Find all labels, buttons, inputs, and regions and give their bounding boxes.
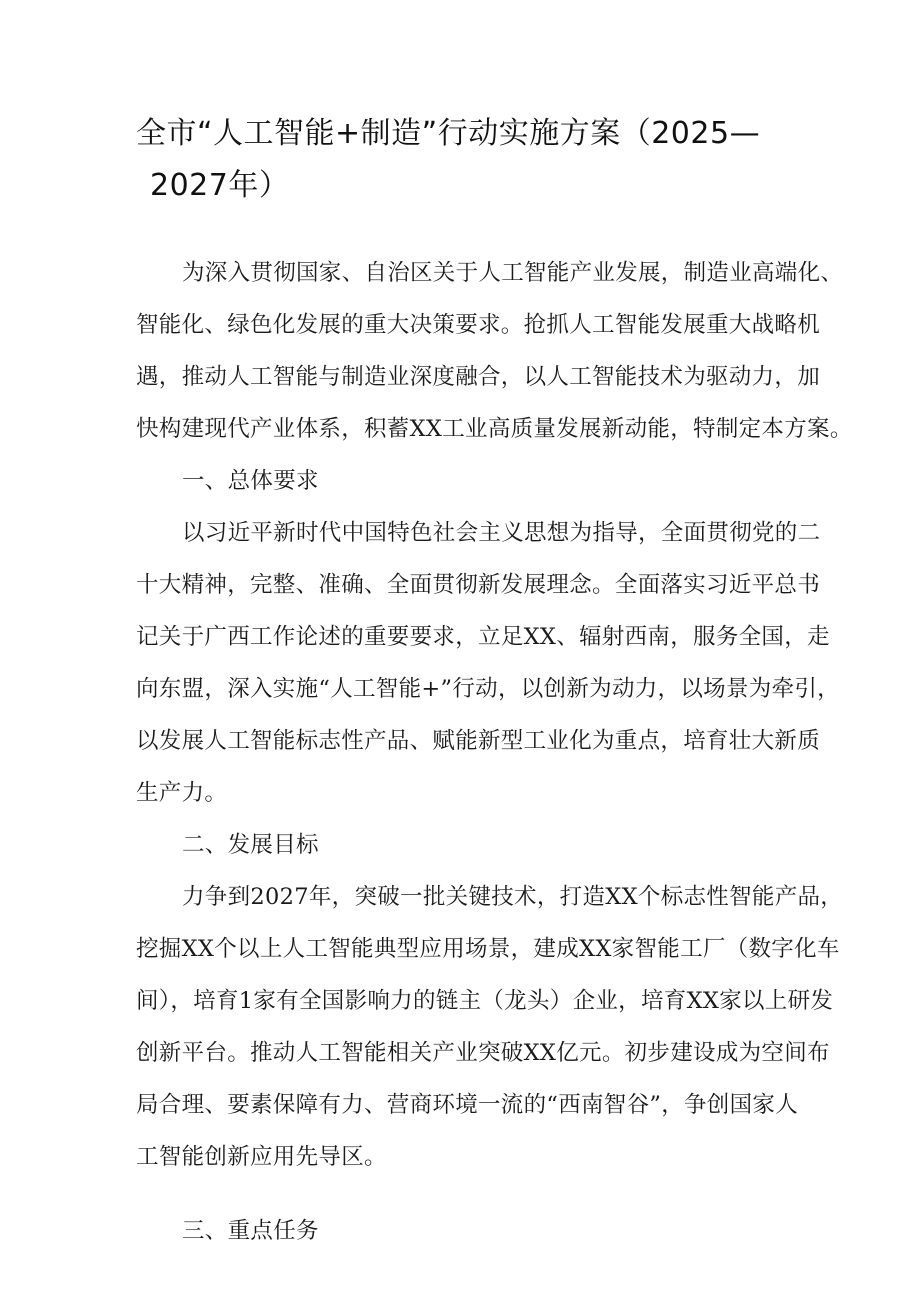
document-title (136, 108, 796, 212)
paragraph-line: 十大精神，完整、准确、全面贯彻新发展理念。全面落实习近平总书 (136, 572, 821, 598)
paragraph-line: 记关于广西工作论述的重要要求，立足XX、辐射西南，服务全国，走 (136, 624, 830, 650)
paragraph-line: 创新平台。推动人工智能相关产业突破XX亿元。初步建设成为空间布 (136, 1040, 830, 1066)
paragraph-line: 间），培育1家有全国影响力的链主（龙头）企业，培育XX家以上研发 (136, 988, 834, 1014)
paragraph-line: 向东盟，深入实施“人工智能+”行动，以创新为动力，以场景为牵引， (136, 676, 840, 702)
paragraph-line: 工智能创新应用先导区。 (136, 1144, 387, 1170)
paragraph-line: 生产力。 (136, 780, 228, 806)
section-heading-development-goals: 二、发展目标 (182, 832, 319, 858)
section-heading-key-tasks: 三、重点任务 (182, 1218, 319, 1244)
intro-line: 为深入贯彻国家、自治区关于人工智能产业发展，制造业高端化、 (182, 260, 844, 286)
intro-line: 遇，推动人工智能与制造业深度融合，以人工智能技术为驱动力，加 (136, 364, 821, 390)
paragraph-line: 局合理、要素保障有力、营商环境一流的“西南智谷”，争创国家人 (136, 1092, 799, 1118)
intro-line: 智能化、绿色化发展的重大决策要求。抢抓人工智能发展重大战略机 (136, 312, 821, 338)
paragraph-line: 力争到2027年，突破一批关键技术，打造XX个标志性智能产品， (182, 884, 844, 910)
paragraph-line: 以习近平新时代中国特色社会主义思想为指导，全面贯彻党的二 (182, 520, 821, 546)
intro-line: 快构建现代产业体系，积蓄XX工业高质量发展新动能，特制定本方案。 (136, 416, 853, 442)
title-line-2: 2027年） (150, 168, 290, 203)
title-line-1: 全市“人工智能+制造”行动实施方案（2025— (136, 116, 761, 151)
paragraph-line: 挖掘XX个以上人工智能典型应用场景，建成XX家智能工厂（数字化车 (136, 936, 840, 962)
paragraph-line: 以发展人工智能标志性产品、赋能新型工业化为重点，培育壮大新质 (136, 728, 821, 754)
section-heading-general-requirements: 一、总体要求 (182, 468, 319, 494)
